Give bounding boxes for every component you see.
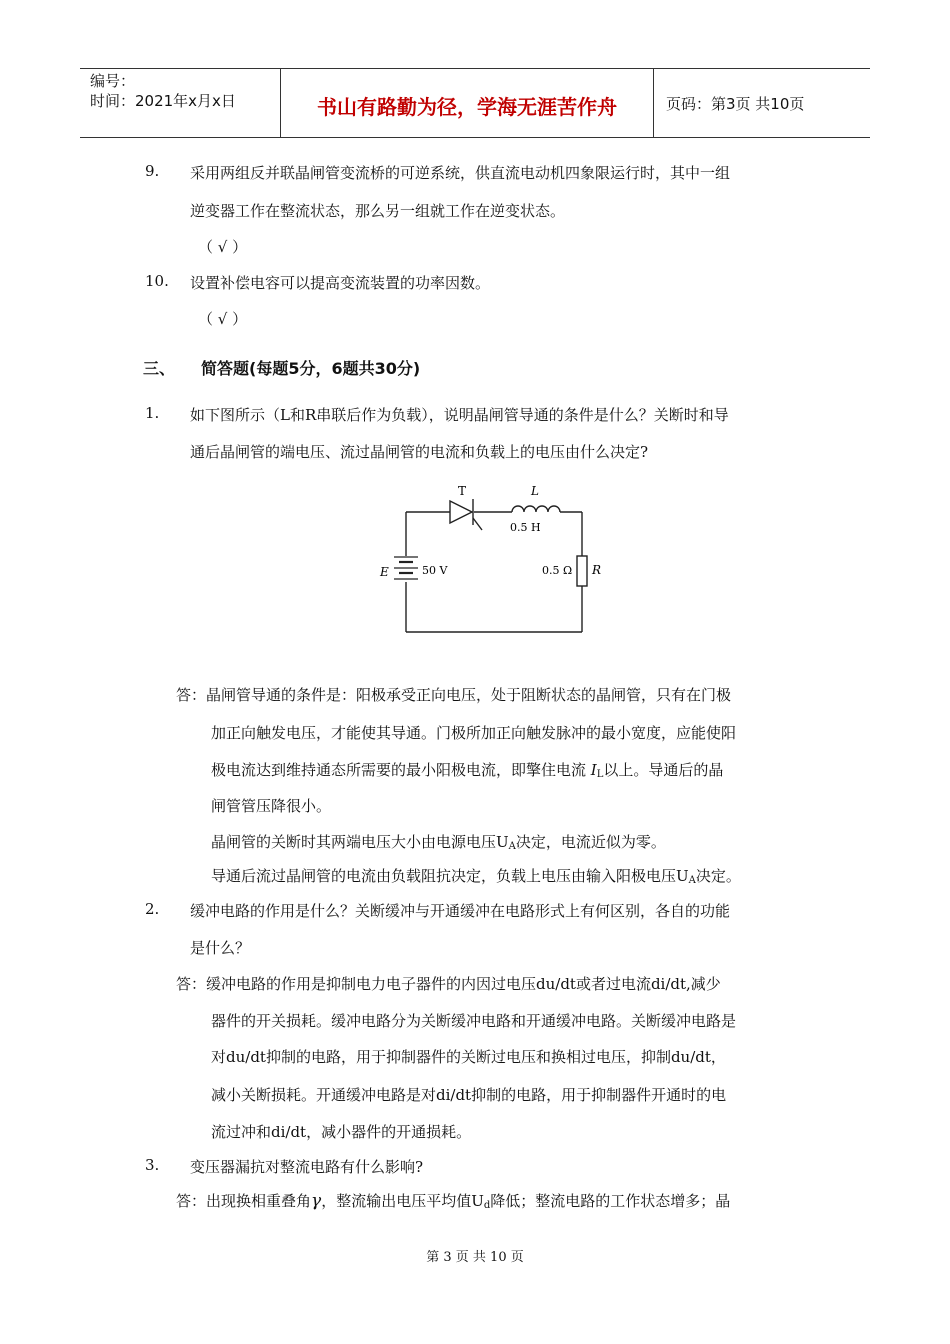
- page-footer: 第 3 页 共 10 页: [426, 1250, 524, 1265]
- question-text: 是什么？: [190, 939, 251, 957]
- question-text: 变压器漏抗对整流电路有什么影响?: [190, 1158, 424, 1176]
- code-label: 编号：: [90, 72, 136, 90]
- answer-text: 答：缓冲电路的作用是抑制电力电子器件的内因过电压du/dt或者过电流di/dt,减少: [176, 975, 721, 993]
- resistor-value: 0.5 Ω: [542, 564, 573, 577]
- question-number: 1.: [145, 404, 160, 422]
- question-text: 采用两组反并联晶闸管变流桥的可逆系统，供直流电动机四象限运行时，其中一组: [190, 164, 731, 182]
- answer-mark: （ √ ）: [198, 238, 248, 256]
- answer-text: 流过冲和di/dt，减小器件的开通损耗。: [211, 1123, 472, 1141]
- header-motto: 书山有路勤为径，学海无涯苦作舟: [317, 95, 617, 119]
- question-text: 逆变器工作在整流状态，那么另一组就工作在逆变状态。: [190, 202, 566, 220]
- inductor-symbol: [512, 506, 560, 512]
- question-text: 通后晶闸管的端电压、流过晶闸管的电流和负载上的电压由什么决定?: [190, 443, 649, 461]
- circuit-diagram: [370, 478, 610, 640]
- page-header: [80, 68, 870, 138]
- question-number: 10.: [145, 272, 169, 290]
- answer-text: 极电流达到维持通态所需要的最小阳极电流，即擎住电流 $I_L$以上。导通后的晶: [211, 761, 724, 780]
- question-text: 缓冲电路的作用是什么？关断缓冲与开通缓冲在电路形式上有何区别，各自的功能: [190, 902, 731, 920]
- inductor-label: L: [531, 484, 539, 498]
- answer-text: 器件的开关损耗。缓冲电路分为关断缓冲电路和开通缓冲电路。关断缓冲电路是: [211, 1012, 737, 1030]
- resistor-label: R: [592, 563, 602, 577]
- section-title: 简答题(每题5分，6题共30分): [201, 359, 421, 378]
- question-number: 9.: [145, 162, 160, 180]
- header-divider: [653, 69, 654, 137]
- inductor-value: 0.5 H: [510, 521, 541, 534]
- answer-text: 对du/dt抑制的电路，用于抑制器件的关断过电压和换相过电压，抑制du/dt，: [211, 1048, 726, 1066]
- question-number: 3.: [145, 1156, 160, 1174]
- answer-text: 晶闸管的关断时其两端电压大小由电源电压$U_A$决定，电流近似为零。: [211, 833, 666, 852]
- answer-text: 导通后流过晶闸管的电流由负载阻抗决定，负载上电压由输入阳极电压$U_A$决定。: [211, 867, 741, 886]
- section-heading: [143, 356, 421, 379]
- answer-mark: （ √ ）: [198, 310, 248, 328]
- thyristor-symbol: [450, 499, 482, 530]
- answer-text: 答：出现换相重叠角γ，整流输出电压平均值$U_d$降低；整流电路的工作状态增多；晶: [176, 1191, 731, 1211]
- section-number: 三、: [143, 359, 176, 378]
- resistor-symbol: [577, 556, 587, 586]
- answer-text: 减小关断损耗。开通缓冲电路是对di/dt抑制的电路，用于抑制器件开通时的电: [211, 1086, 727, 1104]
- header-meta: [90, 71, 236, 111]
- battery-symbol: [394, 557, 418, 579]
- time-label: 时间：2021年x月x日: [90, 92, 236, 110]
- source-label: E: [380, 565, 389, 579]
- question-text: 如下图所示（L和R串联后作为负载），说明晶闸管导通的条件是什么？关断时和导: [190, 406, 729, 424]
- question-text: 设置补偿电容可以提高变流装置的功率因数。: [190, 274, 491, 292]
- answer-text: 闸管管压降很小。: [211, 797, 332, 815]
- answer-text: 加正向触发电压，才能使其导通。门极所加正向触发脉冲的最小宽度，应能使阳: [211, 724, 737, 742]
- source-value: 50 V: [422, 564, 448, 577]
- question-number: 2.: [145, 900, 160, 918]
- thyristor-label: T: [458, 484, 467, 498]
- header-page-label: 页码：第3页 共10页: [666, 95, 805, 113]
- answer-text: 答：晶闸管导通的条件是：阳极承受正向电压，处于阻断状态的晶闸管，只有在门极: [176, 686, 732, 704]
